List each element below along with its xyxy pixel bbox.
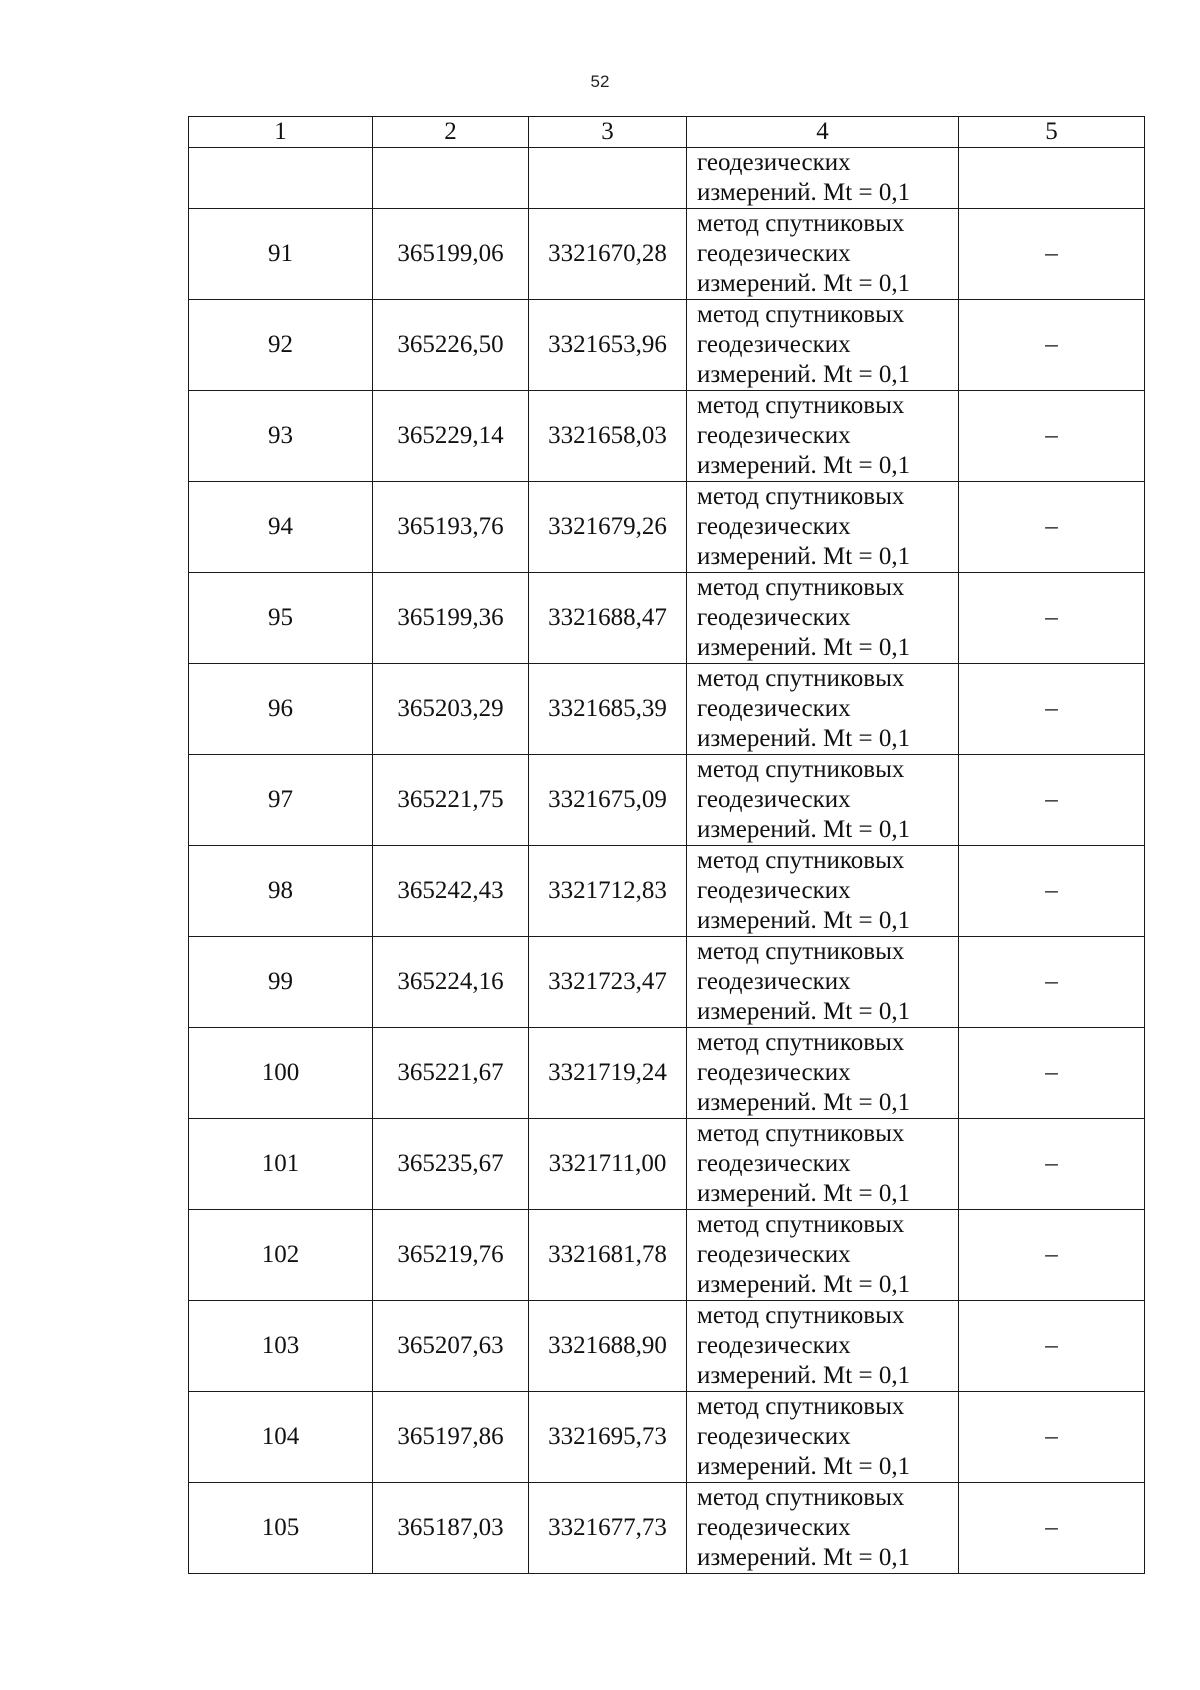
note-cell: –: [959, 391, 1145, 482]
method-cell: [687, 664, 959, 755]
method-line: измерений. Mt = 0,1: [697, 634, 911, 661]
method-line: измерений. Mt = 0,1: [697, 270, 911, 297]
table-row: [189, 1028, 1145, 1119]
x-coordinate-cell: 365199,36: [373, 573, 529, 664]
column-header-5: 5: [959, 117, 1145, 148]
continuation-row: [189, 148, 1145, 209]
method-line: метод спутниковых: [697, 1484, 905, 1511]
method-line: геодезических: [697, 513, 851, 540]
point-cell: 91: [189, 209, 373, 300]
method-line: геодезических: [697, 149, 851, 176]
point-cell: 100: [189, 1028, 373, 1119]
method-line: метод спутниковых: [697, 1302, 905, 1329]
note-cell: –: [959, 755, 1145, 846]
note-cell: –: [959, 1210, 1145, 1301]
y-coordinate-cell: 3321670,28: [529, 209, 687, 300]
x-coordinate-cell: 365226,50: [373, 300, 529, 391]
point-cell: 104: [189, 1392, 373, 1483]
method-line: измерений. Mt = 0,1: [697, 452, 911, 479]
y-coordinate-cell: 3321681,78: [529, 1210, 687, 1301]
column-header-1: 1: [189, 117, 373, 148]
method-cell: [687, 846, 959, 937]
point-cell: 93: [189, 391, 373, 482]
method-line: геодезических: [697, 604, 851, 631]
method-line: метод спутниковых: [697, 392, 905, 419]
y-coordinate-cell: 3321658,03: [529, 391, 687, 482]
method-line: измерений. Mt = 0,1: [697, 998, 911, 1025]
table-header: [189, 117, 1145, 148]
column-header-3: 3: [529, 117, 687, 148]
table-body: [189, 148, 1145, 1574]
x-coordinate-cell: 365187,03: [373, 1483, 529, 1574]
method-line: метод спутниковых: [697, 1393, 905, 1420]
note-cell: [959, 148, 1145, 209]
method-line: метод спутниковых: [697, 483, 905, 510]
x-coordinate-cell: 365207,63: [373, 1301, 529, 1392]
point-cell: 101: [189, 1119, 373, 1210]
table-row: [189, 664, 1145, 755]
method-line: метод спутниковых: [697, 756, 905, 783]
method-line: геодезических: [697, 422, 851, 449]
method-line: измерений. Mt = 0,1: [697, 361, 911, 388]
point-cell: 102: [189, 1210, 373, 1301]
method-line: геодезических: [697, 240, 851, 267]
note-cell: –: [959, 1301, 1145, 1392]
table-row: [189, 846, 1145, 937]
y-coordinate-cell: 3321712,83: [529, 846, 687, 937]
point-cell: 94: [189, 482, 373, 573]
method-line: геодезических: [697, 1241, 851, 1268]
method-line: метод спутниковых: [697, 1120, 905, 1147]
method-line: геодезических: [697, 1150, 851, 1177]
method-cell: [687, 1210, 959, 1301]
table-row: [189, 209, 1145, 300]
method-cell: [687, 148, 959, 209]
table-row: [189, 1301, 1145, 1392]
x-coordinate-cell: [373, 148, 529, 209]
method-cell: [687, 1028, 959, 1119]
method-line: измерений. Mt = 0,1: [697, 907, 911, 934]
method-line: метод спутниковых: [697, 210, 905, 237]
x-coordinate-cell: 365197,86: [373, 1392, 529, 1483]
table-row: [189, 937, 1145, 1028]
x-coordinate-cell: 365235,67: [373, 1119, 529, 1210]
point-cell: [189, 148, 373, 209]
method-line: геодезических: [697, 1332, 851, 1359]
method-line: измерений. Mt = 0,1: [697, 1362, 911, 1389]
method-line: метод спутниковых: [697, 574, 905, 601]
note-cell: –: [959, 209, 1145, 300]
table-row: [189, 755, 1145, 846]
x-coordinate-cell: 365199,06: [373, 209, 529, 300]
method-line: метод спутниковых: [697, 847, 905, 874]
method-cell: [687, 1483, 959, 1574]
method-line: геодезических: [697, 877, 851, 904]
point-cell: 97: [189, 755, 373, 846]
method-line: измерений. Mt = 0,1: [697, 816, 911, 843]
table-row: [189, 1483, 1145, 1574]
method-line: метод спутниковых: [697, 938, 905, 965]
header-row: [189, 117, 1145, 148]
y-coordinate-cell: 3321679,26: [529, 482, 687, 573]
x-coordinate-cell: 365219,76: [373, 1210, 529, 1301]
column-header-2: 2: [373, 117, 529, 148]
x-coordinate-cell: 365229,14: [373, 391, 529, 482]
method-line: геодезических: [697, 1059, 851, 1086]
method-cell: [687, 937, 959, 1028]
method-line: измерений. Mt = 0,1: [697, 179, 911, 206]
y-coordinate-cell: 3321653,96: [529, 300, 687, 391]
method-line: геодезических: [697, 331, 851, 358]
point-cell: 92: [189, 300, 373, 391]
method-line: метод спутниковых: [697, 665, 905, 692]
point-cell: 96: [189, 664, 373, 755]
method-cell: [687, 1392, 959, 1483]
method-cell: [687, 1119, 959, 1210]
y-coordinate-cell: 3321695,73: [529, 1392, 687, 1483]
y-coordinate-cell: 3321723,47: [529, 937, 687, 1028]
note-cell: –: [959, 1119, 1145, 1210]
note-cell: –: [959, 1028, 1145, 1119]
table-row: [189, 1119, 1145, 1210]
point-cell: 105: [189, 1483, 373, 1574]
note-cell: –: [959, 300, 1145, 391]
x-coordinate-cell: 365224,16: [373, 937, 529, 1028]
y-coordinate-cell: 3321719,24: [529, 1028, 687, 1119]
table-row: [189, 1210, 1145, 1301]
table-row: [189, 1392, 1145, 1483]
note-cell: –: [959, 482, 1145, 573]
point-cell: 99: [189, 937, 373, 1028]
table-row: [189, 391, 1145, 482]
y-coordinate-cell: 3321677,73: [529, 1483, 687, 1574]
table-row: [189, 482, 1145, 573]
method-cell: [687, 391, 959, 482]
x-coordinate-cell: 365242,43: [373, 846, 529, 937]
method-cell: [687, 573, 959, 664]
column-header-4: 4: [687, 117, 959, 148]
method-line: измерений. Mt = 0,1: [697, 1089, 911, 1116]
note-cell: –: [959, 664, 1145, 755]
method-line: метод спутниковых: [697, 1211, 905, 1238]
method-line: измерений. Mt = 0,1: [697, 543, 911, 570]
method-cell: [687, 300, 959, 391]
note-cell: –: [959, 846, 1145, 937]
x-coordinate-cell: 365221,67: [373, 1028, 529, 1119]
table-row: [189, 300, 1145, 391]
note-cell: –: [959, 937, 1145, 1028]
coordinates-table: [188, 116, 1145, 1574]
method-line: измерений. Mt = 0,1: [697, 1180, 911, 1207]
method-line: измерений. Mt = 0,1: [697, 1453, 911, 1480]
method-line: геодезических: [697, 786, 851, 813]
page-number: 52: [590, 72, 610, 91]
method-line: измерений. Mt = 0,1: [697, 1544, 911, 1571]
method-line: геодезических: [697, 968, 851, 995]
point-cell: 103: [189, 1301, 373, 1392]
y-coordinate-cell: 3321675,09: [529, 755, 687, 846]
note-cell: –: [959, 1483, 1145, 1574]
method-line: метод спутниковых: [697, 301, 905, 328]
y-coordinate-cell: 3321711,00: [529, 1119, 687, 1210]
method-line: метод спутниковых: [697, 1029, 905, 1056]
y-coordinate-cell: [529, 148, 687, 209]
y-coordinate-cell: 3321685,39: [529, 664, 687, 755]
point-cell: 98: [189, 846, 373, 937]
note-cell: –: [959, 1392, 1145, 1483]
method-line: геодезических: [697, 1514, 851, 1541]
note-cell: –: [959, 573, 1145, 664]
x-coordinate-cell: 365193,76: [373, 482, 529, 573]
table-row: [189, 573, 1145, 664]
y-coordinate-cell: 3321688,47: [529, 573, 687, 664]
method-cell: [687, 209, 959, 300]
point-cell: 95: [189, 573, 373, 664]
method-line: измерений. Mt = 0,1: [697, 1271, 911, 1298]
y-coordinate-cell: 3321688,90: [529, 1301, 687, 1392]
method-cell: [687, 755, 959, 846]
x-coordinate-cell: 365221,75: [373, 755, 529, 846]
method-line: измерений. Mt = 0,1: [697, 725, 911, 752]
method-cell: [687, 482, 959, 573]
method-line: геодезических: [697, 695, 851, 722]
method-line: геодезических: [697, 1423, 851, 1450]
method-cell: [687, 1301, 959, 1392]
x-coordinate-cell: 365203,29: [373, 664, 529, 755]
